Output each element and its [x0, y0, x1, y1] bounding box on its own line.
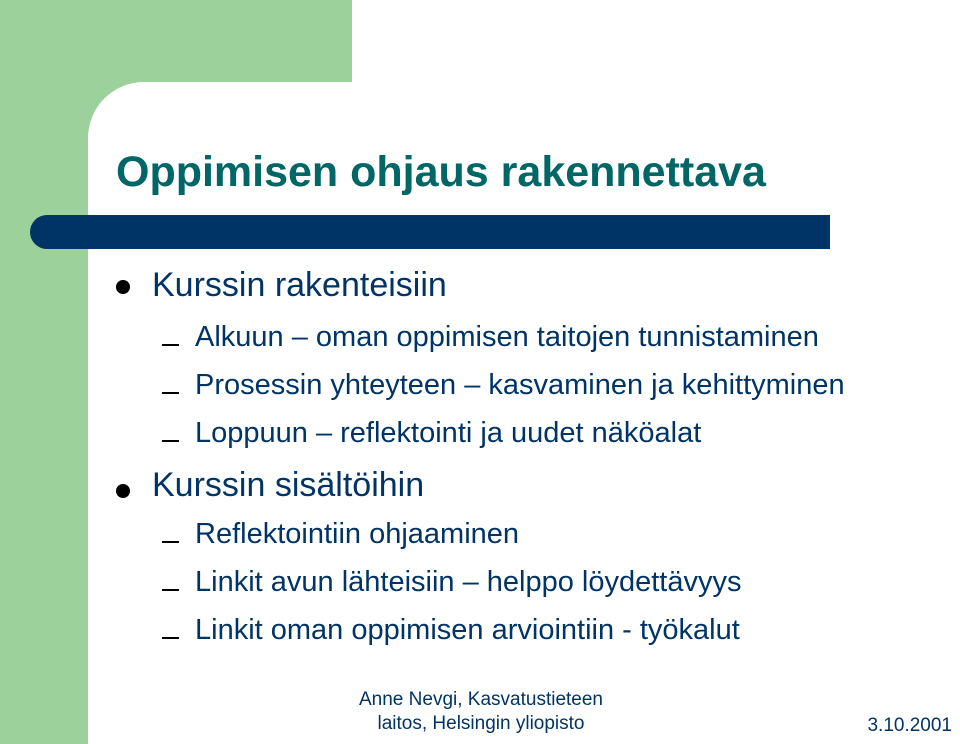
bullet-icon	[116, 484, 130, 498]
dash-icon	[162, 344, 179, 346]
list-item: Alkuun – oman oppimisen taitojen tunnistaminen	[195, 321, 819, 353]
footer-author	[336, 688, 626, 736]
list-item: Linkit avun lähteisiin – helppo löydettävyys	[195, 566, 742, 598]
title-underline-bar	[30, 215, 830, 249]
list-item: Prosessin yhteyteen – kasvaminen ja kehittyminen	[195, 369, 845, 401]
dash-icon	[162, 589, 179, 591]
dash-icon	[162, 541, 179, 543]
footer-author-line1: Anne Nevgi, Kasvatustieteen	[359, 689, 603, 710]
list-item: Linkit oman oppimisen arviointiin - työkalut	[195, 614, 740, 646]
dash-icon	[162, 440, 179, 442]
bullet-icon	[116, 280, 130, 294]
dash-icon	[162, 637, 179, 639]
dash-icon	[162, 392, 179, 394]
slide-title: Oppimisen ohjaus rakennettava	[116, 148, 766, 196]
list-item: Reflektointiin ohjaaminen	[195, 518, 520, 550]
footer-date: 3.10.2001	[867, 715, 952, 736]
section-heading-contents: Kurssin sisältöihin	[152, 466, 425, 504]
section-heading-structure: Kurssin rakenteisiin	[152, 266, 447, 304]
footer-author-line2: laitos, Helsingin yliopisto	[377, 713, 585, 734]
list-item: Loppuun – reflektointi ja uudet näköalat	[195, 417, 702, 449]
